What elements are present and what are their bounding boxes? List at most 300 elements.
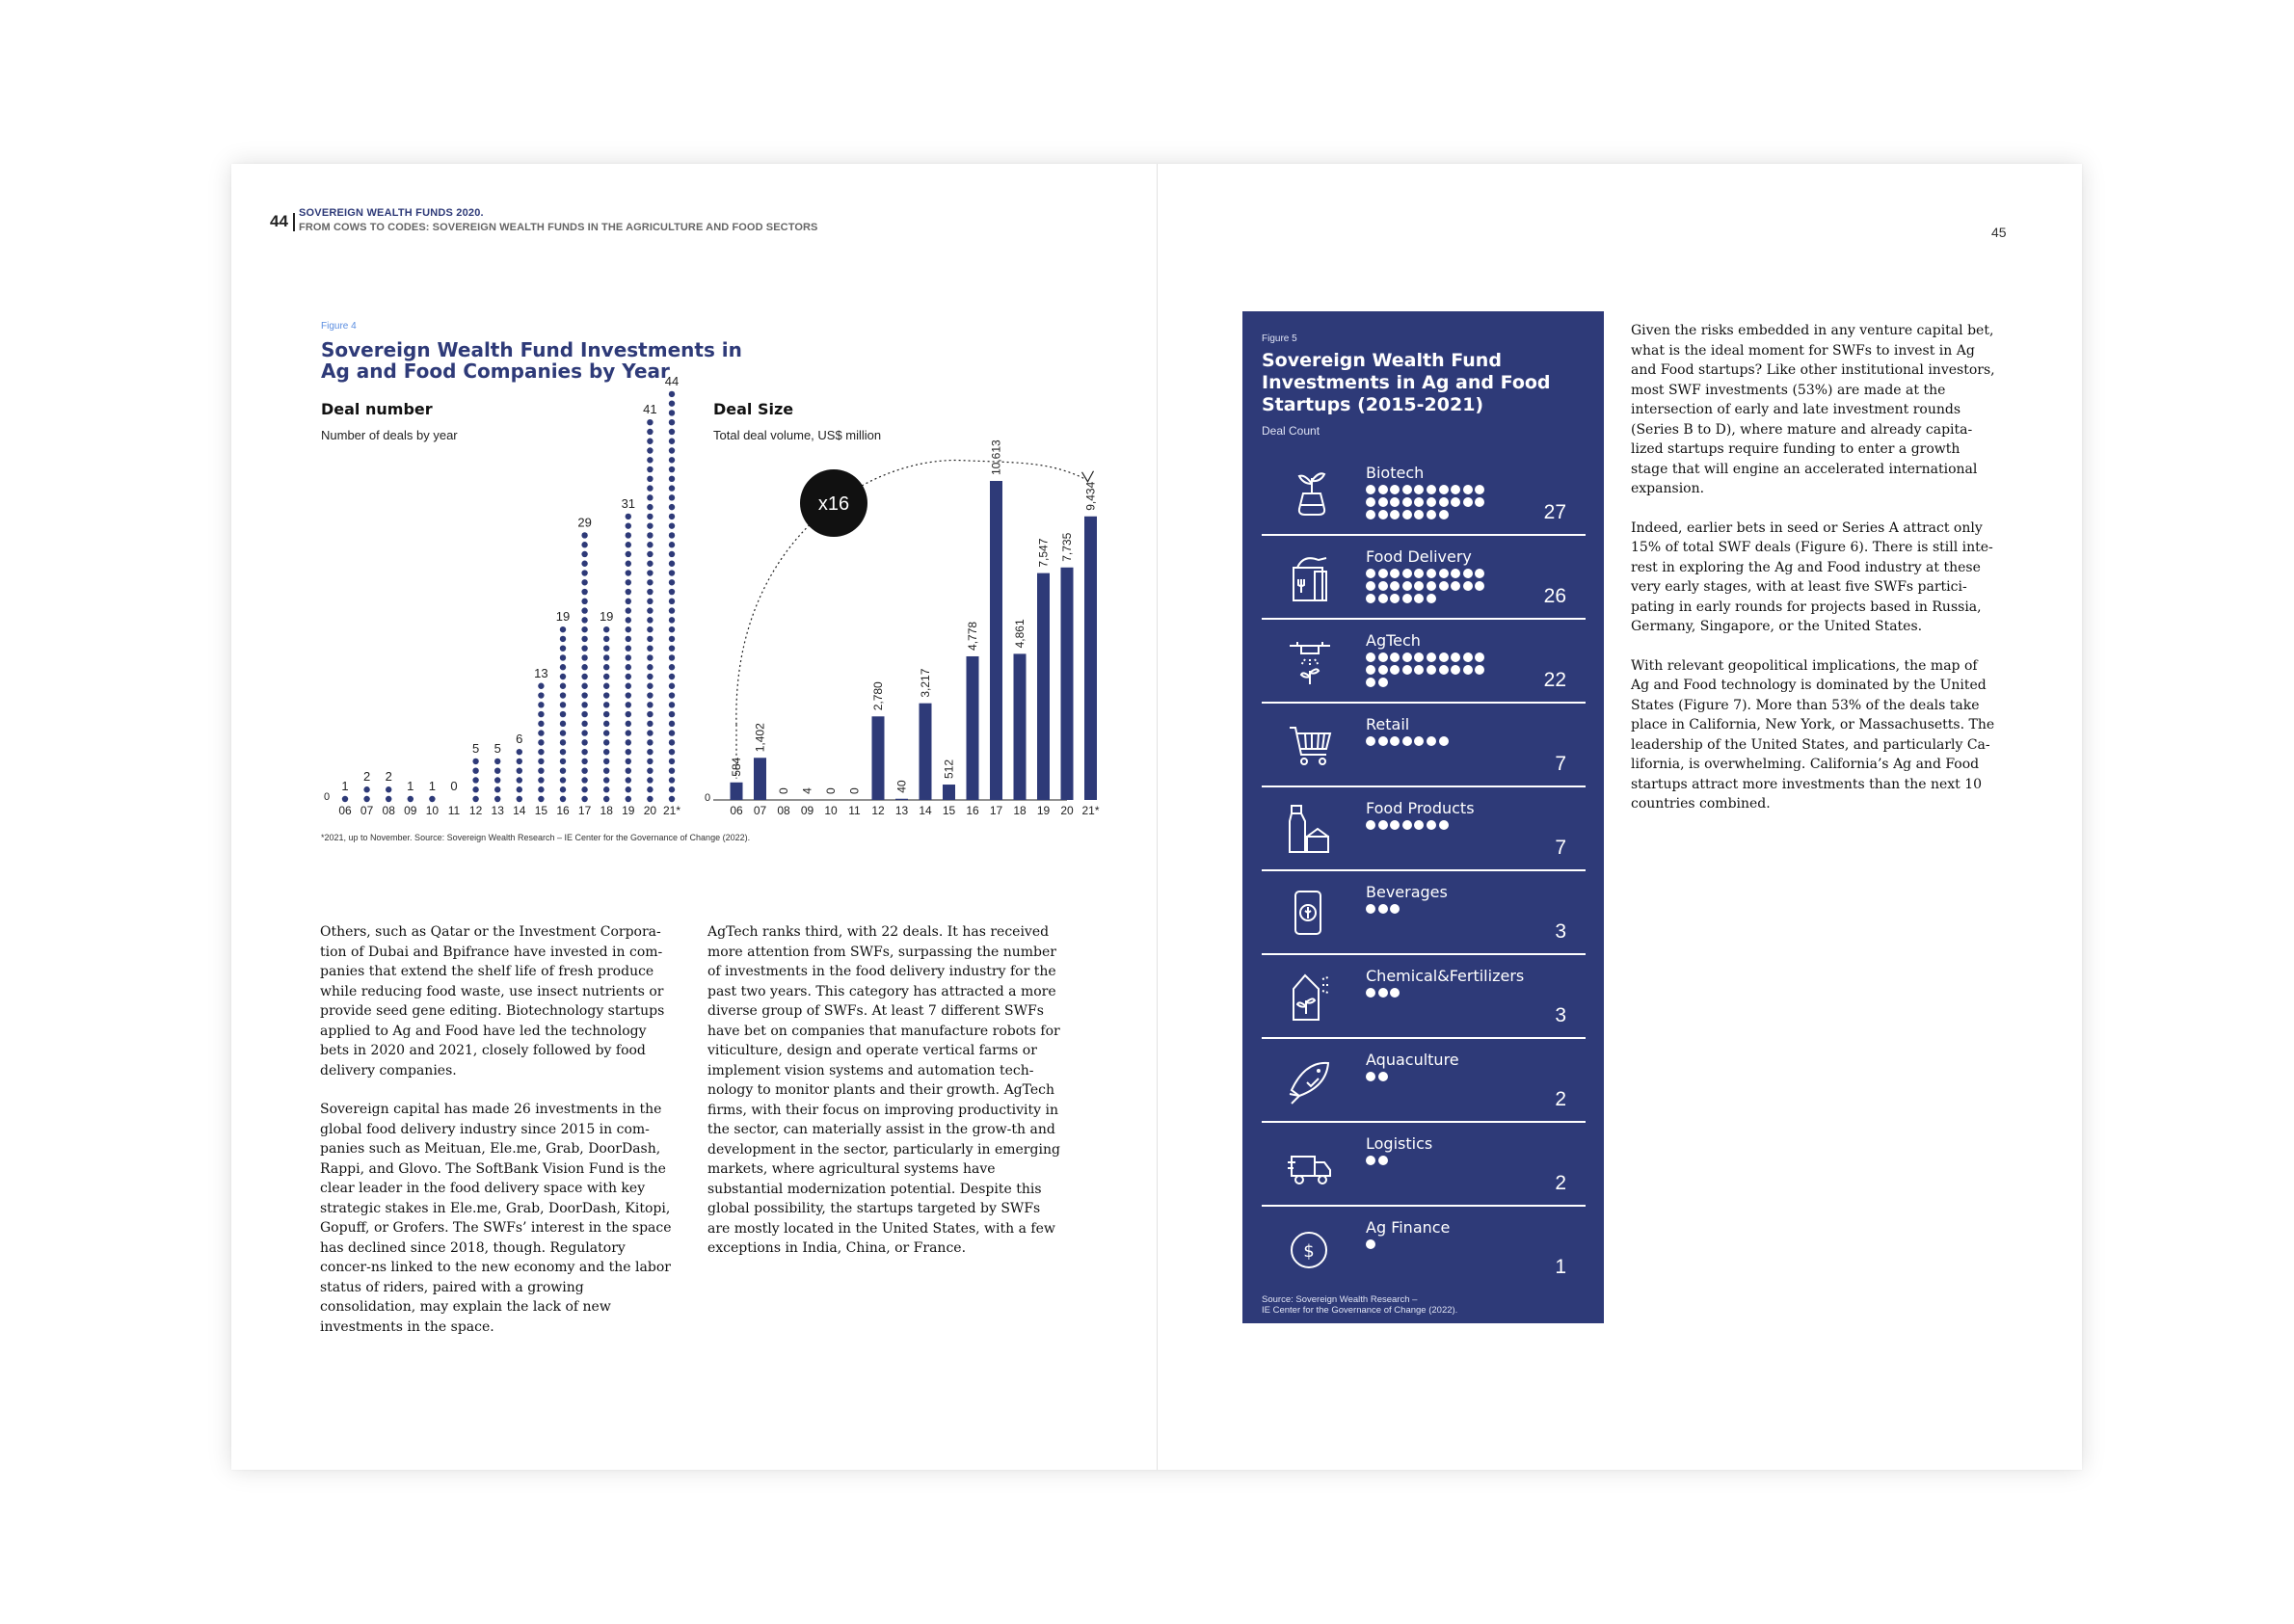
deal-dot — [647, 514, 653, 519]
deal-dot — [581, 617, 587, 623]
deal-dot — [1366, 736, 1375, 746]
figure5-row — [1262, 955, 1586, 1039]
deal-dot — [517, 749, 522, 755]
deal-dot — [1427, 652, 1436, 662]
deal-dot — [1451, 569, 1460, 578]
axis-zero-label: 0 — [705, 792, 711, 804]
deal-dot — [647, 542, 653, 547]
figure4-title: Sovereign Wealth Fund Investments in Ag and Food Companies by Year — [321, 338, 742, 383]
deal-dot — [669, 485, 675, 491]
deal-dot — [581, 683, 587, 689]
deal-dot — [647, 730, 653, 735]
deal-dot — [626, 664, 631, 670]
deal-dot — [581, 759, 587, 764]
tick-label: 12 — [871, 804, 885, 817]
value-label: 7,547 — [1036, 538, 1051, 568]
deal-dot — [1463, 652, 1473, 662]
deal-dot — [669, 522, 675, 528]
deal-dot — [1390, 594, 1400, 603]
deal-dot — [626, 692, 631, 698]
deal-dot — [603, 654, 609, 660]
deal-dot — [669, 514, 675, 519]
tick-label: 17 — [577, 804, 592, 817]
deal-dot — [669, 429, 675, 435]
deal-dot — [1414, 485, 1424, 494]
deal-dot — [1390, 510, 1400, 519]
deal-count: 3 — [1555, 920, 1566, 943]
deal-dot — [669, 654, 675, 660]
figure5-panel — [1242, 311, 1604, 1323]
deal-dot — [560, 683, 566, 689]
right-page-number: 45 — [1991, 225, 2007, 240]
deal-dot — [1414, 736, 1424, 746]
deal-dot — [669, 607, 675, 613]
deal-dot — [538, 759, 544, 764]
deal-dot — [647, 702, 653, 707]
deal-dot — [1366, 594, 1375, 603]
deal-count: 26 — [1543, 585, 1566, 607]
deal-dot — [472, 759, 478, 764]
tick-label: 07 — [753, 804, 767, 817]
deal-dot — [1366, 510, 1375, 519]
deal-dot — [647, 636, 653, 642]
deal-dot — [560, 739, 566, 745]
deal-dot — [626, 711, 631, 717]
deal-dot — [603, 796, 609, 802]
category-label: Ag Finance — [1366, 1218, 1451, 1237]
deal-dot — [669, 692, 675, 698]
figure5-title: Sovereign Wealth Fund Investments in Ag and Food Startups (2015-2021) — [1262, 350, 1551, 415]
dollar-coin-icon — [1286, 1221, 1332, 1275]
deal-dot — [669, 749, 675, 755]
deal-dots — [1366, 736, 1491, 749]
tick-label: 14 — [513, 804, 526, 817]
tick-label: 14 — [919, 804, 932, 817]
deal-dot — [581, 664, 587, 670]
deal-dot — [560, 786, 566, 792]
deal-dot — [647, 777, 653, 783]
deal-dot — [647, 654, 653, 660]
bar — [1037, 573, 1050, 800]
deal-dot — [538, 796, 544, 802]
deal-dot — [1475, 569, 1484, 578]
deal-dot — [581, 739, 587, 745]
deal-dot — [1378, 485, 1388, 494]
deal-dot — [669, 721, 675, 727]
deal-dot — [1463, 665, 1473, 675]
deal-dot — [669, 466, 675, 472]
deal-dot — [1378, 904, 1388, 914]
deal-dot — [1378, 510, 1388, 519]
deal-dot — [647, 551, 653, 557]
deal-dot — [538, 702, 544, 707]
tick-label: 11 — [848, 804, 861, 817]
tick-label: 11 — [447, 804, 461, 817]
deal-dot — [560, 645, 566, 651]
value-label: 0 — [824, 787, 838, 794]
deal-dot — [647, 626, 653, 632]
deal-dots — [1366, 485, 1491, 522]
delivery-bag-icon — [1286, 550, 1332, 604]
flask-plant-icon — [1286, 466, 1332, 520]
deal-dot — [429, 796, 435, 802]
deal-dot — [1366, 678, 1375, 687]
deal-dot — [626, 579, 631, 585]
deal-dot — [626, 767, 631, 773]
deal-dot — [647, 721, 653, 727]
deal-dot — [669, 786, 675, 792]
deal-dot — [626, 626, 631, 632]
deal-dot — [647, 607, 653, 613]
figure5-row — [1262, 704, 1586, 787]
deal-dot — [647, 645, 653, 651]
deal-dot — [1378, 1156, 1388, 1165]
deal-dot — [1378, 569, 1388, 578]
tick-label: 19 — [622, 804, 635, 817]
deal-dot — [1366, 820, 1375, 830]
deal-dot — [1463, 581, 1473, 591]
deal-dot — [494, 786, 500, 792]
deal-dot — [603, 721, 609, 727]
tick-label: 20 — [643, 804, 657, 817]
deal-number-heading: Deal number — [321, 400, 433, 418]
deal-dot — [1439, 497, 1449, 507]
deal-dot — [1390, 581, 1400, 591]
paragraph: Given the risks embedded in any venture capital bet, what is the ideal moment for SWFs to invest in Ag and Food startups? Like other institutional investors, most SWF investments (53%) are made at the intersection of early and late investment rounds (Series B to D), where mature and already capita-lized startups require funding to enter a growth stage that will engine an accelerated international expansion. — [1631, 323, 1995, 496]
deal-dot — [669, 796, 675, 802]
deal-dot — [581, 570, 587, 575]
axis-zero-label: 0 — [324, 791, 331, 803]
deal-dots — [1366, 1239, 1491, 1252]
shopping-cart-icon — [1286, 718, 1332, 772]
deal-dot — [647, 749, 653, 755]
deal-dot — [647, 447, 653, 453]
deal-dot — [1390, 665, 1400, 675]
deal-dot — [626, 522, 631, 528]
category-label: Food Delivery — [1366, 547, 1472, 566]
deal-dot — [626, 654, 631, 660]
deal-dot — [669, 579, 675, 585]
tick-label: 13 — [491, 804, 504, 817]
deal-dot — [603, 692, 609, 698]
deal-dot — [560, 702, 566, 707]
left-page-number: 44 — [270, 212, 288, 230]
deal-dot — [1378, 581, 1388, 591]
deal-dot — [603, 786, 609, 792]
deal-dot — [1475, 497, 1484, 507]
deal-dot — [1427, 497, 1436, 507]
deal-dot — [1414, 594, 1424, 603]
deal-dot — [1402, 569, 1412, 578]
value-label: 1,402 — [753, 723, 767, 753]
deal-number-chart — [324, 374, 680, 817]
deal-dot — [603, 626, 609, 632]
deal-dot — [1427, 581, 1436, 591]
deal-dot — [1439, 581, 1449, 591]
deal-dot — [669, 494, 675, 500]
deal-dot — [626, 721, 631, 727]
deal-dot — [560, 692, 566, 698]
deal-dot — [1366, 665, 1375, 675]
deal-dot — [581, 674, 587, 679]
deal-dot — [538, 711, 544, 717]
deal-dot — [581, 749, 587, 755]
deal-dot — [1402, 594, 1412, 603]
figure5-subtitle: Deal Count — [1262, 424, 1320, 438]
tick-label: 19 — [1036, 804, 1051, 817]
value-label: 5 — [493, 740, 501, 756]
deal-dot — [517, 767, 522, 773]
deal-count: 1 — [1555, 1256, 1566, 1278]
deal-dot — [1402, 652, 1412, 662]
deal-dot — [647, 457, 653, 463]
deal-dot — [669, 645, 675, 651]
deal-dot — [581, 654, 587, 660]
deal-dot — [669, 570, 675, 575]
deal-dot — [647, 494, 653, 500]
bar — [1014, 653, 1027, 800]
deal-dot — [669, 636, 675, 642]
deal-dot — [581, 777, 587, 783]
deal-dot — [647, 579, 653, 585]
tick-label: 10 — [425, 804, 440, 817]
deal-dot — [1439, 652, 1449, 662]
deal-dot — [626, 589, 631, 595]
deal-dot — [603, 664, 609, 670]
deal-dot — [1366, 652, 1375, 662]
deal-dot — [647, 466, 653, 472]
deal-dot — [669, 711, 675, 717]
deal-dot — [669, 767, 675, 773]
deal-dot — [1414, 497, 1424, 507]
deal-dot — [647, 419, 653, 425]
deal-dot — [647, 767, 653, 773]
deal-dot — [647, 739, 653, 745]
deal-dot — [1402, 497, 1412, 507]
deal-dot — [538, 786, 544, 792]
category-label: AgTech — [1366, 631, 1421, 650]
value-label: 2 — [385, 769, 392, 785]
category-label: Logistics — [1366, 1134, 1433, 1153]
deal-dot — [1366, 1072, 1375, 1081]
deal-dots — [1366, 569, 1491, 606]
deal-dot — [626, 551, 631, 557]
deal-dot — [581, 711, 587, 717]
value-label: 44 — [664, 373, 680, 388]
deal-dot — [538, 721, 544, 727]
deal-dot — [1366, 485, 1375, 494]
deal-dot — [538, 683, 544, 689]
tick-label: 15 — [534, 804, 548, 817]
deal-count: 2 — [1555, 1088, 1566, 1110]
deal-dot — [538, 767, 544, 773]
deal-dot — [1439, 736, 1449, 746]
deal-dot — [581, 626, 587, 632]
deal-dot — [363, 796, 369, 802]
tick-label: 09 — [404, 804, 417, 817]
deal-dot — [626, 636, 631, 642]
deal-dot — [647, 589, 653, 595]
deal-dot — [669, 561, 675, 567]
deal-dot — [581, 599, 587, 604]
deal-dot — [669, 391, 675, 397]
deal-dot — [560, 626, 566, 632]
paragraph: AgTech ranks third, with 22 deals. It has received more attention from SWFs, surpassing the number of investments in the food delivery industry for the past two years. This category has attracted a more diverse group of SWFs. At least 7 different SWFs have bet on companies that manufacture robots for viticulture, design and operate vertical farms or implement vision systems and automation tech-nology to monitor plants and their growth. AgTech firms, with their focus on improving productivity in the sector, can materially assist in the grow-th and development in the sector, particularly in emerging markets, where agricultural systems have substantial modernization potential. Despite this global possibility, the startups targeted by SWFs are mostly located in the United States, with a few exceptions in India, China, or France. — [707, 924, 1060, 1256]
deal-dot — [494, 796, 500, 802]
deal-dot — [626, 796, 631, 802]
deal-dot — [669, 532, 675, 538]
deal-dot — [626, 542, 631, 547]
deal-dot — [1439, 820, 1449, 830]
deal-dot — [1414, 652, 1424, 662]
deal-dot — [647, 692, 653, 698]
deal-dot — [603, 749, 609, 755]
deal-dot — [669, 739, 675, 745]
deal-dot — [1366, 1239, 1375, 1249]
deal-count: 22 — [1543, 669, 1566, 691]
tick-label: 21* — [1081, 804, 1100, 817]
deal-dots — [1366, 820, 1491, 833]
deal-dot — [647, 429, 653, 435]
bar — [920, 704, 932, 800]
deal-dot — [647, 683, 653, 689]
deal-dot — [1451, 665, 1460, 675]
deal-dot — [669, 759, 675, 764]
deal-dot — [517, 777, 522, 783]
deal-dot — [669, 419, 675, 425]
deal-dot — [581, 767, 587, 773]
deal-dot — [603, 702, 609, 707]
tick-label: 17 — [989, 804, 1003, 817]
deal-dot — [1427, 510, 1436, 519]
value-label: 13 — [534, 665, 548, 680]
deal-dot — [1366, 904, 1375, 914]
deal-dot — [626, 570, 631, 575]
deal-dot — [517, 786, 522, 792]
deal-dot — [1427, 569, 1436, 578]
deal-dot — [494, 759, 500, 764]
category-label: Beverages — [1366, 883, 1448, 901]
deal-dot — [669, 410, 675, 415]
deal-dot — [494, 777, 500, 783]
deal-dot — [603, 759, 609, 764]
tick-label: 16 — [966, 804, 979, 817]
deal-dot — [538, 739, 544, 745]
deal-dot — [647, 617, 653, 623]
deal-dot — [626, 607, 631, 613]
left-text-column-2 — [707, 922, 1064, 1278]
value-label: 512 — [942, 759, 956, 780]
deal-dot — [669, 447, 675, 453]
deal-dot — [626, 730, 631, 735]
deal-dot — [603, 683, 609, 689]
deal-dot — [669, 504, 675, 510]
deal-dot — [538, 730, 544, 735]
deal-dot — [626, 777, 631, 783]
tick-label: 10 — [824, 804, 838, 817]
bar — [967, 656, 979, 800]
deal-dot — [560, 721, 566, 727]
bar — [754, 758, 766, 800]
deal-count: 2 — [1555, 1172, 1566, 1194]
growth-arc — [736, 461, 1087, 725]
deal-dot — [1378, 678, 1388, 687]
deal-dot — [626, 702, 631, 707]
deal-dot — [669, 730, 675, 735]
beverage-can-icon — [1286, 886, 1332, 940]
deal-dot — [647, 476, 653, 482]
deal-dot — [1366, 988, 1375, 998]
value-label: 19 — [599, 609, 614, 625]
tick-label: 06 — [338, 804, 352, 817]
value-label: 7,735 — [1060, 532, 1074, 562]
deal-dot — [626, 749, 631, 755]
value-label: 19 — [555, 609, 571, 625]
deal-dot — [1427, 594, 1436, 603]
deal-dot — [1463, 569, 1473, 578]
value-label: 10,613 — [989, 439, 1003, 475]
deal-dot — [626, 759, 631, 764]
deal-dot — [603, 730, 609, 735]
deal-dot — [669, 589, 675, 595]
deal-dot — [581, 561, 587, 567]
figure4-footnote: *2021, up to November. Source: Sovereign Wealth Research – IE Center for the Governance of Change (2022). — [321, 833, 751, 842]
deal-dot — [1390, 652, 1400, 662]
figure5-row — [1262, 871, 1586, 955]
food-products-icon — [1286, 802, 1332, 856]
deal-dot — [581, 721, 587, 727]
paragraph: Others, such as Qatar or the Investment Corpora-tion of Dubai and Bpifrance have invested in com-panies that extend the shelf life of fresh produce while reducing food waste, use insect nutrients or provide seed gene editing. Biotechnology startups applied to Ag and Food have led the technology bets in 2020 and 2021, closely followed by food delivery companies. — [320, 924, 665, 1078]
deal-dot — [1378, 665, 1388, 675]
deal-dot — [1366, 581, 1375, 591]
deal-dot — [1439, 665, 1449, 675]
deal-dot — [538, 692, 544, 698]
bar — [872, 716, 885, 800]
deal-dot — [581, 692, 587, 698]
deal-dot — [1366, 1156, 1375, 1165]
deal-size-chart — [705, 439, 1100, 817]
value-label: 0 — [777, 787, 790, 794]
deal-dot — [1366, 569, 1375, 578]
value-label: 6 — [516, 732, 523, 747]
deal-dot — [386, 786, 391, 792]
tick-label: 08 — [777, 804, 790, 817]
deal-dot — [1402, 510, 1412, 519]
paragraph: Indeed, earlier bets in seed or Series A attract only 15% of total SWF deals (Figure 6). There is still inte-rest in exploring the Ag and Food industry at these very early stages, with at least five SWFs partici-pating in early rounds for projects based in Russia, Germany, Singapore, or the United States. — [1631, 519, 1993, 634]
deal-dot — [1378, 736, 1388, 746]
deal-dot — [1378, 497, 1388, 507]
deal-dot — [669, 702, 675, 707]
value-label: 584 — [730, 757, 743, 777]
deal-dot — [626, 674, 631, 679]
value-label: 2,780 — [871, 681, 885, 711]
deal-dot — [626, 786, 631, 792]
value-label: 4,861 — [1013, 619, 1027, 649]
deal-dot — [560, 777, 566, 783]
deal-dots — [1366, 904, 1491, 917]
deal-dot — [647, 786, 653, 792]
deal-dot — [342, 796, 348, 802]
value-label: 4 — [800, 787, 814, 794]
deal-dot — [669, 674, 675, 679]
deal-dot — [669, 617, 675, 623]
deal-dot — [1475, 652, 1484, 662]
deal-dot — [1475, 665, 1484, 675]
deal-dot — [626, 599, 631, 604]
deal-dot — [581, 579, 587, 585]
figure5-row — [1262, 536, 1586, 620]
deal-dot — [647, 759, 653, 764]
